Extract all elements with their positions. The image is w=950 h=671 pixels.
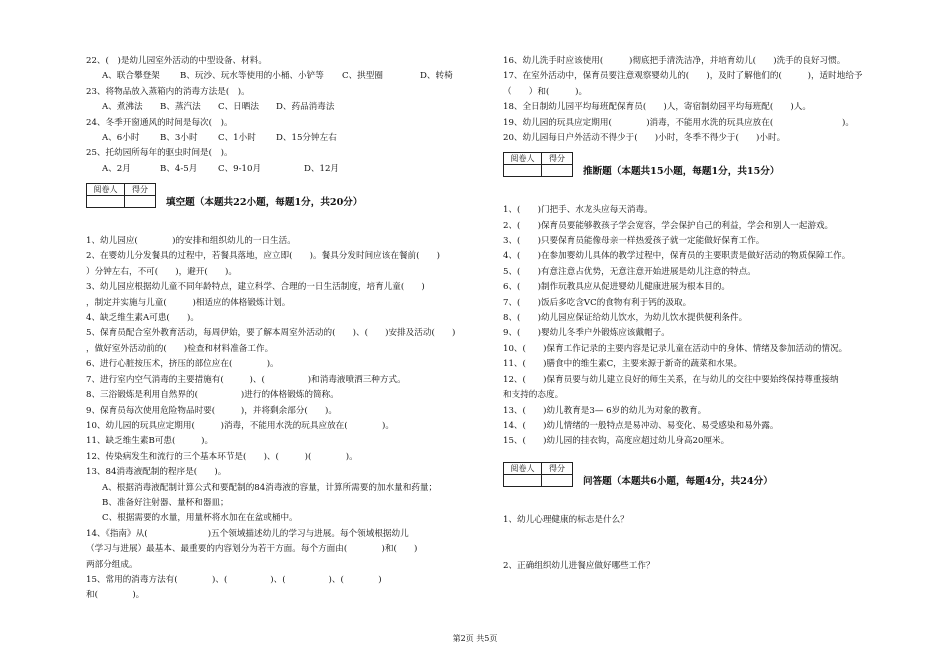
score-table <box>86 183 156 208</box>
fill-line: B、准备好注射器、量杯和器皿； <box>102 497 229 508</box>
left-column <box>86 54 482 604</box>
score-label: 得分 <box>542 153 573 165</box>
spacer <box>503 188 903 203</box>
fill-line: 12、传染病发生和流行的三个基本环节是( )、( )( )。 <box>86 451 358 462</box>
grader-cell <box>504 165 542 177</box>
fill-line: （学习与进展）最基本、最重要的内容划分为若干方面。每个方面由( )和( ) <box>86 544 418 555</box>
option: A、联合攀登架 <box>102 71 160 82</box>
score-table <box>503 152 573 177</box>
question-24-options <box>86 131 482 146</box>
fill-line: 16、幼儿洗手时应该使用( )彻底把手清洗洁净，并培育幼儿( )洗手的良好习惯。 <box>503 56 846 66</box>
fill-line: ）分钟左右，不可( )，避开( )。 <box>86 266 237 277</box>
fill-line: 9、保育员每次使用危险物品时要( )，并将剩余部分( )。 <box>86 405 337 416</box>
grader-label: 阅卷人 <box>504 462 542 474</box>
grader-label: 阅卷人 <box>504 153 542 165</box>
fill-line: 13、84消毒液配制的程序是( )。 <box>86 467 227 478</box>
question-25: 25、托幼园所每年的驱虫时间是( )。 <box>86 148 233 159</box>
judge-item: 14、( )幼儿情绪的一般特点是易冲动、易变化、易受感染和易外露。 <box>503 420 779 431</box>
fill-line: A、根据消毒液配制计算公式和要配制的84消毒液的容量，计算所需要的加水量和药量； <box>102 482 438 493</box>
fill-line: 7、进行室内空气消毒的主要措施有( )、( )和消毒液喷洒三种方式。 <box>86 374 406 385</box>
right-column <box>503 54 903 574</box>
spacer <box>503 543 903 558</box>
fill-line: ，做好室外活动前的( )检查和材料准备工作。 <box>86 343 274 354</box>
judge-item: 1、( )门把手、水龙头应每天消毒。 <box>503 205 653 216</box>
score-label: 得分 <box>125 184 156 196</box>
judge-item: 13、( )幼儿教育是3— 6岁的幼儿为对象的教育。 <box>503 405 707 416</box>
essay-section-title: 问答题（本题共6小题，每题4分，共24分） <box>583 475 773 487</box>
fill-line: （ ）和( )。 <box>503 86 588 97</box>
score-cell <box>125 196 156 208</box>
essay-question: 2、正确组织幼儿进餐应做好哪些工作？ <box>503 560 655 571</box>
fill-line: 2、在婴幼儿分发餐具的过程中，若餐具落地，应立即( )。餐具分发时间应该在餐前( ) <box>86 251 441 262</box>
judge-item: 11、( )膳食中的维生素C，主要来源于新奇的蔬菜和水果。 <box>503 359 743 370</box>
spacer <box>503 497 903 512</box>
question-23-options <box>86 100 482 115</box>
fill-line: 3、幼儿园应根据幼儿童不同年龄特点，建立科学、合理的一日生活制度，培育儿童( ) <box>86 282 425 293</box>
option: D、15分钟左右 <box>276 133 337 144</box>
judge-item: 10、( )保育工作记录的主要内容是记录儿童在活动中的身体、情绪及参加活动的情况。 <box>503 343 848 354</box>
option: B、蒸汽法 <box>160 102 201 113</box>
option: D、转椅 <box>420 71 453 82</box>
fill-section-title: 填空题（本题共22小题，每题1分，共20分） <box>166 197 363 209</box>
fill-line: 15、常用的消毒方法有( )、( )、( )、( ) <box>86 574 382 585</box>
judge-item: 6、( )制作玩教具应从促进婴幼儿健康进展为根本目的。 <box>503 282 731 293</box>
option: A、煮沸法 <box>102 102 143 113</box>
score-label: 得分 <box>542 462 573 474</box>
fill-line: 和( )。 <box>86 590 145 601</box>
option: C、拱型圈 <box>342 71 383 82</box>
judge-item: 12、( )保育员要与幼儿建立良好的师生关系，在与幼儿的交往中要始终保持尊重接纳 <box>503 374 839 385</box>
fill-line: 1、幼儿园应( )的安排和组织幼儿的一日生活。 <box>86 236 296 247</box>
option: D、12月 <box>304 163 340 174</box>
essay-section-header <box>503 462 903 489</box>
option: C、1小时 <box>218 133 256 144</box>
fill-line: 两部分组成。 <box>86 559 138 570</box>
judge-section-title: 推断题（本题共15小题，每题1分，共15分） <box>583 166 780 178</box>
fill-line: 18、全日制幼儿园平均每班配保育员( )人，寄宿制幼园平均每班配( )人。 <box>503 102 811 113</box>
judge-item: 3、( )只要保育员能像母亲一样热爱孩子就一定能做好保育工作。 <box>503 236 765 247</box>
question-22-options <box>86 69 482 84</box>
judge-item: 7、( )饭后多吃含VC的食物有利于钙的汲取。 <box>503 297 692 308</box>
option: D、药品消毒法 <box>276 102 335 113</box>
spacer <box>503 528 903 543</box>
page-footer: 第2页 共5页 <box>452 634 498 643</box>
judge-item: 和支持的态度。 <box>503 390 564 401</box>
judge-item: 2、( )保育员要能够教孩子学会宽容，学会保护自己的利益，学会和别人一起游戏。 <box>503 220 834 231</box>
fill-line: 6、进行心脏按压术，挤压的部位应在( )。 <box>86 359 279 370</box>
option: C、9-10月 <box>218 163 262 174</box>
fill-line: ，制定并实施与儿童( )相适应的体格锻炼计划。 <box>86 297 291 308</box>
score-table <box>503 462 573 487</box>
fill-line: 11、缺乏维生素B可患( )。 <box>86 436 214 447</box>
fill-line: 8、三浴锻炼是利用自然界的( )进行的体格锻炼的简称。 <box>86 390 339 401</box>
fill-line: 10、幼儿园的玩具应定期用( )消毒，不能用水洗的玩具应放在( )。 <box>86 420 394 431</box>
grader-label: 阅卷人 <box>87 184 125 196</box>
fill-section-header <box>86 183 482 210</box>
judge-item: 9、( )婴幼儿冬季户外锻炼应该戴帽子。 <box>503 328 670 339</box>
question-22: 22、( )是幼儿园室外活动的中型设备、材料。 <box>86 56 267 66</box>
fill-line: 5、保育员配合室外教育活动，每周伊始，要了解本周室外活动的( )、( )安排及活动( ) <box>86 328 456 339</box>
fill-line: 20、幼儿园每日户外活动不得少于( )小时，冬季不得少于( )小时。 <box>503 133 786 144</box>
fill-line: 17、在室外活动中，保育员要注意观察婴幼儿的( )，及时了解他们的( )，适时地给予 <box>503 71 863 82</box>
fill-line: 19、幼儿园的玩具应定期用( )消毒，不能用水洗的玩具应放在( )。 <box>503 117 854 128</box>
score-cell <box>542 474 573 486</box>
option: B、3小时 <box>160 133 198 144</box>
essay-question: 1、幼儿心理健康的标志是什么？ <box>503 514 629 525</box>
question-23: 23、将物品放入蒸箱内的消毒方法是( )。 <box>86 86 250 97</box>
option: A、6小时 <box>102 133 140 144</box>
grader-cell <box>87 196 125 208</box>
grader-cell <box>504 474 542 486</box>
question-25-options <box>86 162 482 177</box>
fill-line: C、根据需要的水量，用量杯将水加在在盆或桶中。 <box>102 513 298 524</box>
fill-line: 14、《指南》从( )五个领域描述幼儿的学习与进展。每个领域根据幼儿 <box>86 528 409 539</box>
judge-item: 5、( )有意注意占优势，无意注意开始进展是幼儿注意的特点。 <box>503 266 756 277</box>
judge-item: 15、( )幼儿园的挂衣钩，高度应超过幼儿身高20厘米。 <box>503 436 730 447</box>
option: A、2月 <box>102 163 131 174</box>
fill-line: 4、缺乏维生素A可患( )。 <box>86 313 199 324</box>
judge-section-header <box>503 152 903 179</box>
score-cell <box>542 165 573 177</box>
option: B、4-5月 <box>160 163 198 174</box>
question-24: 24、冬季开窗通风的时间是每次( )。 <box>86 117 233 128</box>
judge-item: 8、( )幼儿园应保证给幼儿饮水，为幼儿饮水提供便利条件。 <box>503 313 748 324</box>
option: C、日晒法 <box>218 102 259 113</box>
option: B、玩沙、玩水等使用的小桶、小铲等 <box>180 71 324 82</box>
spacer <box>86 219 482 234</box>
judge-item: 4、( )在参加婴幼儿具体的教学过程中，保育员的主要职责是做好活动的物质保障工作。 <box>503 251 851 262</box>
